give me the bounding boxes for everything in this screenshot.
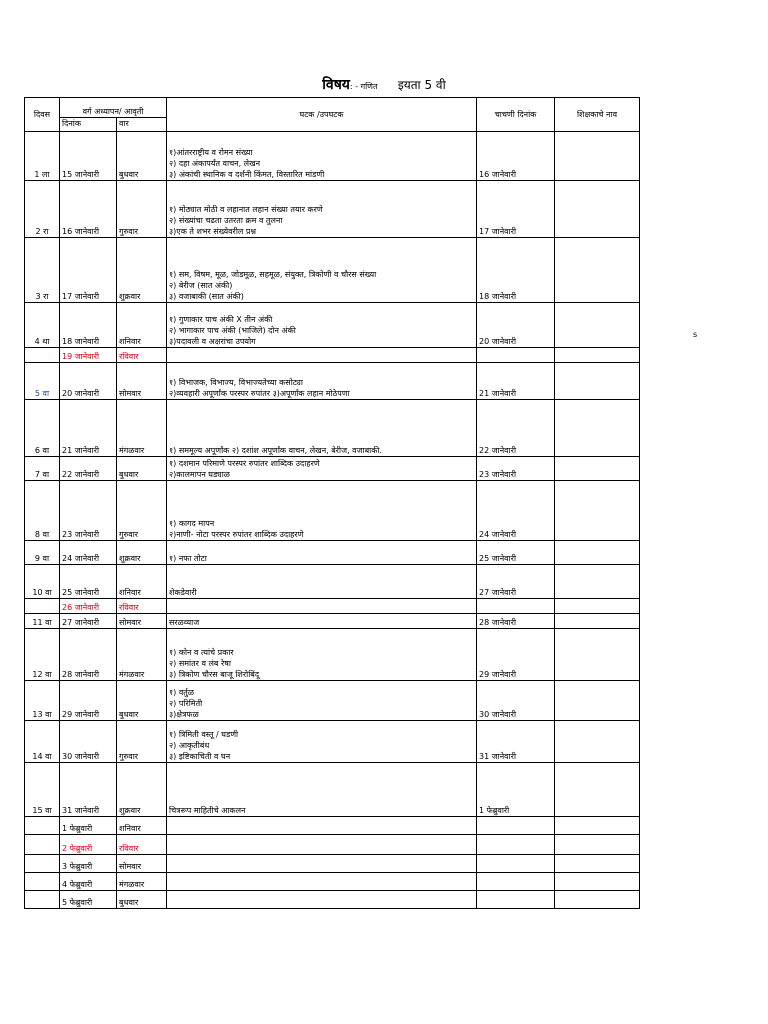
table-row bbox=[25, 457, 640, 481]
topic-line: १) कागद मापन bbox=[169, 519, 215, 528]
topic-line: २)कालमापन घड्याळ bbox=[169, 470, 230, 479]
topic-line: शेकडेवारी bbox=[169, 588, 197, 597]
teacher-cell bbox=[555, 303, 640, 348]
date-cell: 27 जानेवारी bbox=[60, 614, 117, 629]
teacher-cell bbox=[555, 541, 640, 565]
weekday-cell: शनिवार bbox=[117, 303, 167, 348]
table-row bbox=[25, 873, 640, 891]
teacher-cell bbox=[555, 599, 640, 614]
day-cell bbox=[25, 835, 60, 855]
test-date-cell bbox=[477, 835, 555, 855]
day-cell bbox=[25, 817, 60, 835]
day-cell: 1 ला bbox=[25, 132, 60, 181]
header-date: दिनांक bbox=[60, 118, 117, 132]
topic-cell bbox=[167, 481, 477, 541]
topic-cell bbox=[167, 457, 477, 481]
table-row bbox=[25, 891, 640, 909]
day-cell bbox=[25, 855, 60, 873]
topic-line: १) दशमान परिमाणे परस्पर रुपांतर शाब्दिक उदाहरणे bbox=[169, 459, 320, 468]
topic-cell bbox=[167, 400, 477, 457]
weekday-cell: गुरुवार bbox=[117, 181, 167, 238]
day-cell bbox=[25, 891, 60, 909]
test-date-cell: 31 जानेवारी bbox=[477, 721, 555, 763]
day-cell: 2 रा bbox=[25, 181, 60, 238]
table-row bbox=[25, 721, 640, 763]
test-date-cell: 17 जानेवारी bbox=[477, 181, 555, 238]
weekday-cell: बुधवार bbox=[117, 891, 167, 909]
teacher-cell bbox=[555, 629, 640, 681]
weekday-cell: बुधवार bbox=[117, 457, 167, 481]
date-cell: 29 जानेवारी bbox=[60, 681, 117, 721]
weekday-cell: शनिवार bbox=[117, 565, 167, 599]
table-row bbox=[25, 565, 640, 599]
test-date-cell: 23 जानेवारी bbox=[477, 457, 555, 481]
weekday-cell: शुक्रवार bbox=[117, 541, 167, 565]
topic-cell bbox=[167, 873, 477, 891]
test-date-cell bbox=[477, 873, 555, 891]
teacher-cell bbox=[555, 817, 640, 835]
test-date-cell bbox=[477, 348, 555, 363]
table-row bbox=[25, 400, 640, 457]
weekday-cell: बुधवार bbox=[117, 132, 167, 181]
topic-cell bbox=[167, 363, 477, 400]
topic-line: १) विभाजक, विभाज्य, विभाज्यतेच्या कसोट्या bbox=[169, 378, 303, 387]
day-cell: 8 वा bbox=[25, 481, 60, 541]
topic-line: २) बेरीज (सात अंकी) bbox=[169, 281, 233, 290]
header-topic: घटक /उपघटक bbox=[167, 98, 477, 132]
date-cell: 18 जानेवारी bbox=[60, 303, 117, 348]
topic-line: २) दहा अंकापर्यंत वाचन, लेखन bbox=[169, 159, 261, 168]
day-cell: 6 वा bbox=[25, 400, 60, 457]
topic-line: सरळव्याज bbox=[169, 618, 200, 627]
topic-cell bbox=[167, 238, 477, 303]
topic-cell bbox=[167, 565, 477, 599]
table-row bbox=[25, 238, 640, 303]
day-cell bbox=[25, 348, 60, 363]
weekday-cell: सोमवार bbox=[117, 363, 167, 400]
table-row bbox=[25, 614, 640, 629]
day-cell: 10 वा bbox=[25, 565, 60, 599]
table-row bbox=[25, 817, 640, 835]
topic-cell bbox=[167, 541, 477, 565]
topic-line: ३) वजाबाकी (सात अंकी) bbox=[169, 292, 244, 301]
topic-cell bbox=[167, 763, 477, 817]
day-cell: 7 वा bbox=[25, 457, 60, 481]
table-row bbox=[25, 181, 640, 238]
topic-cell bbox=[167, 721, 477, 763]
weekday-cell: मंगळवार bbox=[117, 873, 167, 891]
date-cell: 5 फेब्रुवारी bbox=[60, 891, 117, 909]
test-date-cell bbox=[477, 817, 555, 835]
header-day: दिवस bbox=[25, 98, 60, 132]
day-cell: 4 था bbox=[25, 303, 60, 348]
table-row bbox=[25, 835, 640, 855]
topic-line: ३) इष्टिकाचिती व घन bbox=[169, 752, 231, 761]
date-cell: 22 जानेवारी bbox=[60, 457, 117, 481]
test-date-cell: 30 जानेवारी bbox=[477, 681, 555, 721]
day-cell bbox=[25, 873, 60, 891]
test-date-cell: 18 जानेवारी bbox=[477, 238, 555, 303]
grade-label: इयता 5 वी bbox=[397, 78, 446, 92]
test-date-cell: 24 जानेवारी bbox=[477, 481, 555, 541]
date-cell: 4 फेब्रुवारी bbox=[60, 873, 117, 891]
test-date-cell bbox=[477, 599, 555, 614]
topic-cell bbox=[167, 132, 477, 181]
topic-line: २) आकृतीबंध bbox=[169, 741, 210, 750]
topic-line: १)आंतरराष्ट्रीय व रोमन संख्या bbox=[169, 148, 253, 157]
topic-cell bbox=[167, 817, 477, 835]
subject-value: गणित bbox=[360, 82, 378, 91]
table-row bbox=[25, 763, 640, 817]
table-row bbox=[25, 629, 640, 681]
test-date-cell: 27 जानेवारी bbox=[477, 565, 555, 599]
test-date-cell: 25 जानेवारी bbox=[477, 541, 555, 565]
test-date-cell: 20 जानेवारी bbox=[477, 303, 555, 348]
weekday-cell: गुरुवार bbox=[117, 481, 167, 541]
topic-line: २) संख्यांचा चढता उतरता क्रम व तुलना bbox=[169, 216, 283, 225]
teacher-cell bbox=[555, 835, 640, 855]
weekday-cell: शनिवार bbox=[117, 817, 167, 835]
weekday-cell: शुक्रवार bbox=[117, 763, 167, 817]
teacher-cell bbox=[555, 481, 640, 541]
topic-cell bbox=[167, 681, 477, 721]
stray-mark: s bbox=[693, 330, 698, 339]
test-date-cell bbox=[477, 855, 555, 873]
test-date-cell: 29 जानेवारी bbox=[477, 629, 555, 681]
table-row bbox=[25, 363, 640, 400]
topic-line: १) त्रिमिती वस्तू / घडणी bbox=[169, 730, 239, 739]
date-cell: 2 फेब्रुवारी bbox=[60, 835, 117, 855]
table-row bbox=[25, 855, 640, 873]
topic-line: १) कोन व त्यांचे प्रकार bbox=[169, 648, 234, 657]
teacher-cell bbox=[555, 681, 640, 721]
table-row bbox=[25, 348, 640, 363]
day-cell: 12 वा bbox=[25, 629, 60, 681]
weekday-cell: गुरुवार bbox=[117, 721, 167, 763]
teacher-cell bbox=[555, 614, 640, 629]
topic-line: ३) अंकांची स्थानिक व दर्शनी किंमत, विस्तारित मांडणी bbox=[169, 170, 325, 179]
teacher-cell bbox=[555, 855, 640, 873]
topic-line: १) सममूल्य अपूर्णांक २) दशांश अपूर्णांक वाचन, लेखन, बेरीज, वजाबाकी. bbox=[169, 446, 383, 455]
weekday-cell: रविवार bbox=[117, 348, 167, 363]
day-cell: 3 रा bbox=[25, 238, 60, 303]
weekday-cell: मंगळवार bbox=[117, 400, 167, 457]
day-cell bbox=[25, 599, 60, 614]
teacher-cell bbox=[555, 363, 640, 400]
teacher-cell bbox=[555, 873, 640, 891]
teacher-cell bbox=[555, 400, 640, 457]
day-cell: 11 वा bbox=[25, 614, 60, 629]
teacher-cell bbox=[555, 763, 640, 817]
topic-cell bbox=[167, 855, 477, 873]
table-row bbox=[25, 481, 640, 541]
teacher-cell bbox=[555, 721, 640, 763]
topic-cell bbox=[167, 891, 477, 909]
weekday-cell: शुक्रवार bbox=[117, 238, 167, 303]
teacher-cell bbox=[555, 132, 640, 181]
header-class: वर्ग अध्यापन/ आवृती bbox=[60, 98, 167, 118]
date-cell: 30 जानेवारी bbox=[60, 721, 117, 763]
date-cell: 25 जानेवारी bbox=[60, 565, 117, 599]
subject-separator: : - bbox=[349, 82, 361, 91]
topic-line: २) परिमिती bbox=[169, 699, 203, 708]
day-cell: 15 वा bbox=[25, 763, 60, 817]
test-date-cell: 22 जानेवारी bbox=[477, 400, 555, 457]
topic-line: ३) त्रिकोण चौरस बाजू शिरोबिंदू bbox=[169, 670, 260, 679]
date-cell: 23 जानेवारी bbox=[60, 481, 117, 541]
weekday-cell: सोमवार bbox=[117, 614, 167, 629]
test-date-cell bbox=[477, 891, 555, 909]
date-cell: 16 जानेवारी bbox=[60, 181, 117, 238]
date-cell: 17 जानेवारी bbox=[60, 238, 117, 303]
topic-cell bbox=[167, 181, 477, 238]
topic-line: ३)क्षेत्रफळ bbox=[169, 710, 199, 719]
date-cell: 28 जानेवारी bbox=[60, 629, 117, 681]
weekday-cell: रविवार bbox=[117, 599, 167, 614]
date-cell: 21 जानेवारी bbox=[60, 400, 117, 457]
timetable bbox=[24, 97, 640, 909]
header-teacher: शिक्षकाचे नाव bbox=[555, 98, 640, 132]
teacher-cell bbox=[555, 457, 640, 481]
table-row bbox=[25, 132, 640, 181]
date-cell: 31 जानेवारी bbox=[60, 763, 117, 817]
test-date-cell: 16 जानेवारी bbox=[477, 132, 555, 181]
topic-line: २)व्यवहारी अपूर्णांक परस्पर रुपांतर ३)अपूर्णांक लहान मोठेपणा bbox=[169, 389, 350, 398]
topic-line: २) समांतर व लंब रेषा bbox=[169, 659, 231, 668]
date-cell: 1 फेब्रुवारी bbox=[60, 817, 117, 835]
weekday-cell: मंगळवार bbox=[117, 629, 167, 681]
day-cell: 9 वा bbox=[25, 541, 60, 565]
teacher-cell bbox=[555, 891, 640, 909]
table-row bbox=[25, 681, 640, 721]
weekday-cell: सोमवार bbox=[117, 855, 167, 873]
test-date-cell: 1 फेब्रुवारी bbox=[477, 763, 555, 817]
table-row bbox=[25, 599, 640, 614]
test-date-cell: 21 जानेवारी bbox=[477, 363, 555, 400]
topic-line: ३)पदावली व अक्षरांचा उपयोग bbox=[169, 337, 256, 346]
page-title bbox=[0, 74, 768, 94]
header-test-date: चाचणी दिनांक bbox=[477, 98, 555, 132]
subject-label: विषय bbox=[322, 77, 350, 93]
weekday-cell: बुधवार bbox=[117, 681, 167, 721]
date-cell: 20 जानेवारी bbox=[60, 363, 117, 400]
header-weekday: वार bbox=[117, 118, 167, 132]
topic-line: १) वर्तुळ bbox=[169, 688, 194, 697]
topic-cell bbox=[167, 629, 477, 681]
teacher-cell bbox=[555, 181, 640, 238]
topic-line: २)नाणी- नोटा परस्पर रुपांतर शाब्दिक उदाहरणे bbox=[169, 530, 304, 539]
topic-line: २) भागाकार पाच अंकी (भाजिले) दोन अंकी bbox=[169, 326, 296, 335]
date-cell: 26 जानेवारी bbox=[60, 599, 117, 614]
date-cell: 15 जानेवारी bbox=[60, 132, 117, 181]
topic-line: चित्ररूप माहितीचे आकलन bbox=[169, 806, 246, 815]
topic-cell bbox=[167, 303, 477, 348]
day-cell: 13 वा bbox=[25, 681, 60, 721]
topic-line: ३)एक ते शभर संख्येवरील प्रश्न bbox=[169, 227, 257, 236]
date-cell: 3 फेब्रुवारी bbox=[60, 855, 117, 873]
day-cell: 5 वा bbox=[25, 363, 60, 400]
topic-line: १) गुणाकार पाच अंकी X तीन अंकी bbox=[169, 315, 273, 324]
day-cell: 14 वा bbox=[25, 721, 60, 763]
date-cell: 24 जानेवारी bbox=[60, 541, 117, 565]
date-cell: 19 जानेवारी bbox=[60, 348, 117, 363]
table-row bbox=[25, 541, 640, 565]
topic-line: १) मोठ्यात मोठी व लहानात लहान संख्या तयार करणे bbox=[169, 205, 323, 214]
topic-cell bbox=[167, 614, 477, 629]
weekday-cell: रविवार bbox=[117, 835, 167, 855]
table-row bbox=[25, 303, 640, 348]
topic-cell bbox=[167, 835, 477, 855]
topic-cell bbox=[167, 599, 477, 614]
teacher-cell bbox=[555, 565, 640, 599]
teacher-cell bbox=[555, 238, 640, 303]
topic-cell bbox=[167, 348, 477, 363]
teacher-cell bbox=[555, 348, 640, 363]
header-row-1 bbox=[25, 98, 640, 118]
topic-line: १) सम, विषम, मूळ, जोडमूळ, सहमूळ, संयुक्त, त्रिकोणी व चौरस संख्या bbox=[169, 270, 377, 279]
test-date-cell: 28 जानेवारी bbox=[477, 614, 555, 629]
topic-line: १) नफा तोटा bbox=[169, 554, 207, 563]
